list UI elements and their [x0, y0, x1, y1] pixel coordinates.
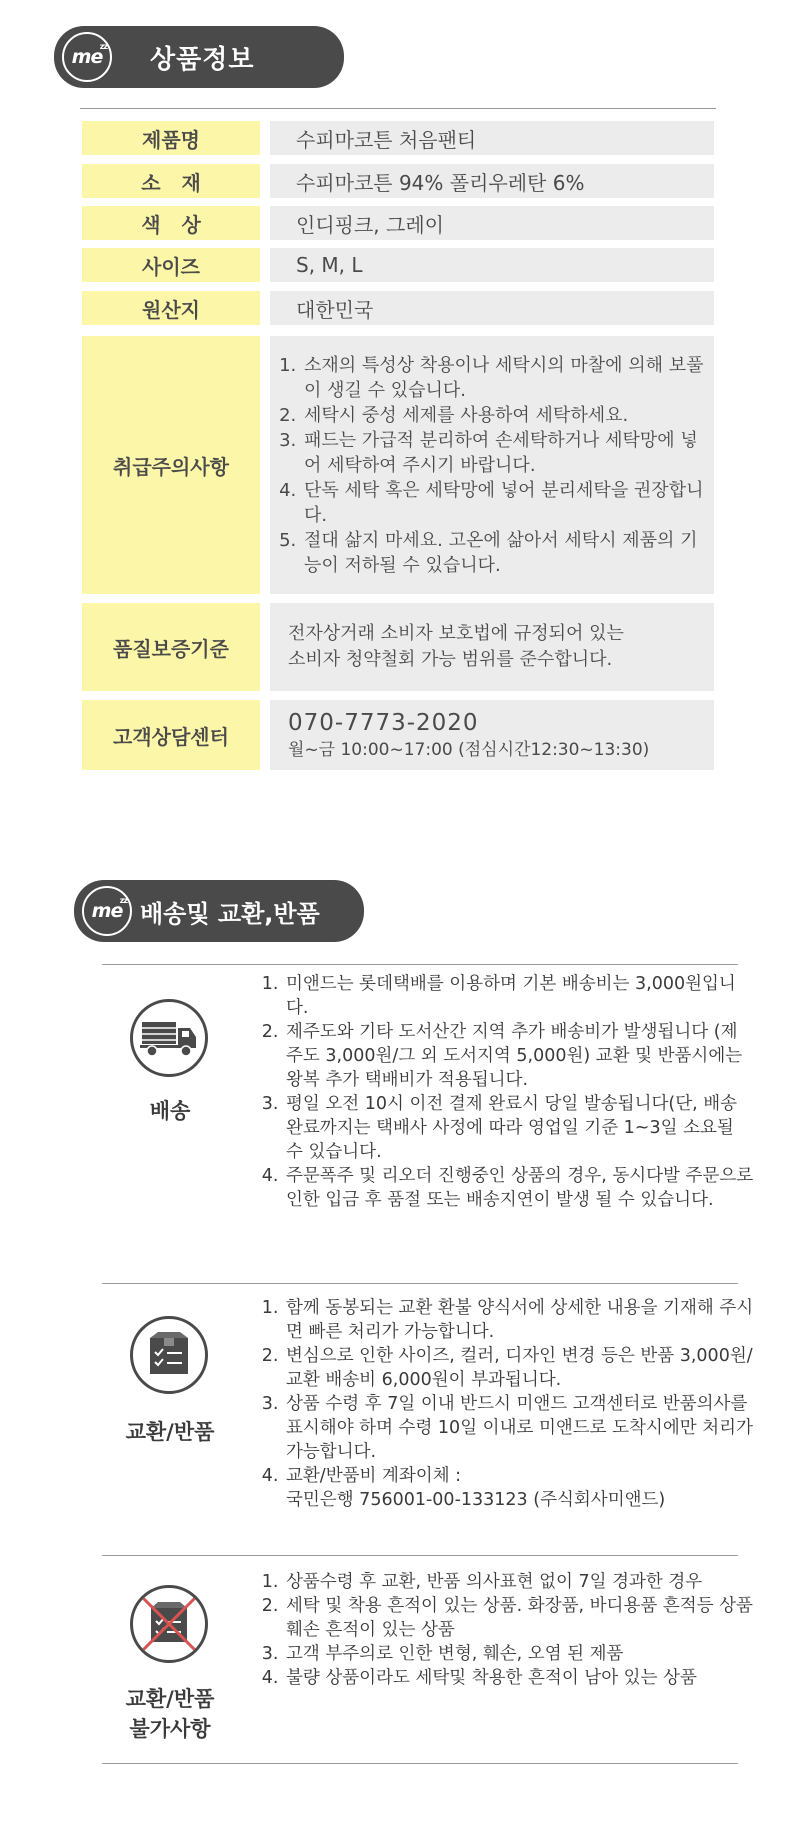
delivery-item: 4. 주문폭주 및 리오더 진행중인 상품의 경우, 동시다발 주문으로 인한 입금 후 품절 또는 배송지연이 발생 될 수 있습니다.: [284, 1164, 754, 1212]
row-label-name: 제품명: [82, 121, 260, 155]
delivery-list: [264, 972, 754, 1212]
quality-line-1: 전자상거래 소비자 보호법에 규정되어 있는: [288, 623, 624, 644]
account-line-1: 4. 교환/반품비 계좌이체 :: [286, 1466, 462, 1486]
return-item: 3. 상품 수령 후 7일 이내 반드시 미앤드 고객센터로 반품의사를 표시해야 하며 수령 10일 이내로 미앤드로 도착시에만 처리가 가능합니다.: [284, 1392, 764, 1464]
logo-text: me: [71, 46, 103, 68]
brand-logo: [82, 886, 132, 936]
brand-logo: [62, 32, 112, 82]
return-item: 2. 변심으로 인한 사이즈, 컬러, 디자인 변경 등은 반품 3,000원/ 교환 배송비 6,000원이 부과됩니다.: [284, 1344, 764, 1392]
logo-mark: zz: [119, 896, 127, 905]
care-item: 5. 절대 삶지 마세요. 고온에 삶아서 세탁시 제품의 기능이 저하될 수 있습니다.: [302, 528, 714, 578]
no-return-item: 4. 불량 상품이라도 세탁및 착용한 흔적이 남아 있는 상품: [284, 1666, 756, 1690]
product-info-header: [54, 26, 344, 88]
care-item: 3. 패드는 가급적 분리하여 손세탁하거나 세탁망에 넣어 세탁하여 주시기 바랍니다.: [302, 428, 714, 478]
divider: [102, 1283, 738, 1284]
no-return-list: [264, 1570, 756, 1690]
no-return-label-line-1: 교환/반품: [125, 1687, 215, 1711]
service-hours: 월~금 10:00~17:00 (점심시간12:30~13:30): [288, 740, 650, 760]
return-label: 교환/반품: [125, 1420, 215, 1444]
row-value-size: S, M, L: [270, 248, 714, 282]
divider: [102, 1763, 738, 1764]
delivery-title: 배송및 교환,반품: [140, 899, 320, 928]
no-return-icon: [130, 1585, 208, 1663]
logo-mark: zz: [99, 42, 107, 51]
return-list: [264, 1296, 764, 1512]
row-value-quality: [270, 603, 714, 691]
return-item: 1. 함께 동봉되는 교환 환불 양식서에 상세한 내용을 기재해 주시면 빠른 처리가 가능합니다.: [284, 1296, 764, 1344]
delivery-truck-icon: [130, 999, 208, 1077]
no-return-item: 2. 세탁 및 착용 흔적이 있는 상품. 화장품, 바디용품 흔적등 상품 훼손 흔적이 있는 상품: [284, 1594, 756, 1642]
row-value-name: 수피마코튼 처음팬티: [270, 121, 714, 155]
row-label-service: 고객상담센터: [82, 700, 260, 770]
delivery-label: 배송: [149, 1099, 191, 1123]
logo-text: me: [91, 900, 123, 922]
divider: [80, 108, 716, 109]
care-list: [280, 353, 714, 578]
row-label-material: 소 재: [82, 164, 260, 198]
divider: [102, 964, 738, 965]
quality-line-2: 소비자 청약철회 가능 범위를 준수합니다.: [288, 649, 613, 670]
care-item: 1. 소재의 특성상 착용이나 세탁시의 마찰에 의해 보풀이 생길 수 있습니다.: [302, 353, 714, 403]
row-label-color: 색 상: [82, 206, 260, 240]
row-label-quality: 품질보증기준: [82, 603, 260, 691]
row-value-material: 수피마코튼 94% 폴리우레탄 6%: [270, 164, 714, 198]
account-line-2: 국민은행 756001-00-133123 (주식회사미앤드): [286, 1490, 666, 1510]
row-value-color: 인디핑크, 그레이: [270, 206, 714, 240]
delivery-item: 1. 미앤드는 롯데택배를 이용하며 기본 배송비는 3,000원입니다.: [284, 972, 754, 1020]
no-return-label-line-2: 불가사항: [129, 1717, 211, 1741]
product-info-title: 상품정보: [150, 44, 255, 75]
delivery-header: [74, 880, 364, 942]
return-box-icon: [130, 1316, 208, 1394]
no-return-item: 1. 상품수령 후 교환, 반품 의사표현 없이 7일 경과한 경우: [284, 1570, 756, 1594]
delivery-item: 3. 평일 오전 10시 이전 결제 완료시 당일 발송됩니다(단, 배송 완료까지는 택배사 사정에 따라 영업일 기준 1~3일 소요될 수 있습니다.: [284, 1092, 754, 1164]
row-value-care: [270, 336, 714, 594]
row-label-size: 사이즈: [82, 248, 260, 282]
row-label-care: 취급주의사항: [82, 336, 260, 594]
no-return-item: 3. 고객 부주의로 인한 변형, 훼손, 오염 된 제품: [284, 1642, 756, 1666]
row-value-origin: 대한민국: [270, 291, 714, 325]
row-value-service: [270, 700, 714, 770]
care-item: 2. 세탁시 중성 세제를 사용하여 세탁하세요.: [302, 403, 714, 428]
row-label-origin: 원산지: [82, 291, 260, 325]
return-item: [284, 1464, 764, 1512]
no-return-label: [100, 1684, 240, 1744]
care-item: 4. 단독 세탁 혹은 세탁망에 넣어 분리세탁을 권장합니다.: [302, 478, 714, 528]
service-phone: 070-7773-2020: [288, 710, 479, 736]
divider: [102, 1555, 738, 1556]
delivery-item: 2. 제주도와 기타 도서산간 지역 추가 배송비가 발생됩니다 (제주도 3,000원/그 외 도서지역 5,000원) 교환 및 반품시에는 왕복 추가 택배비가 적용됩니다.: [284, 1020, 754, 1092]
